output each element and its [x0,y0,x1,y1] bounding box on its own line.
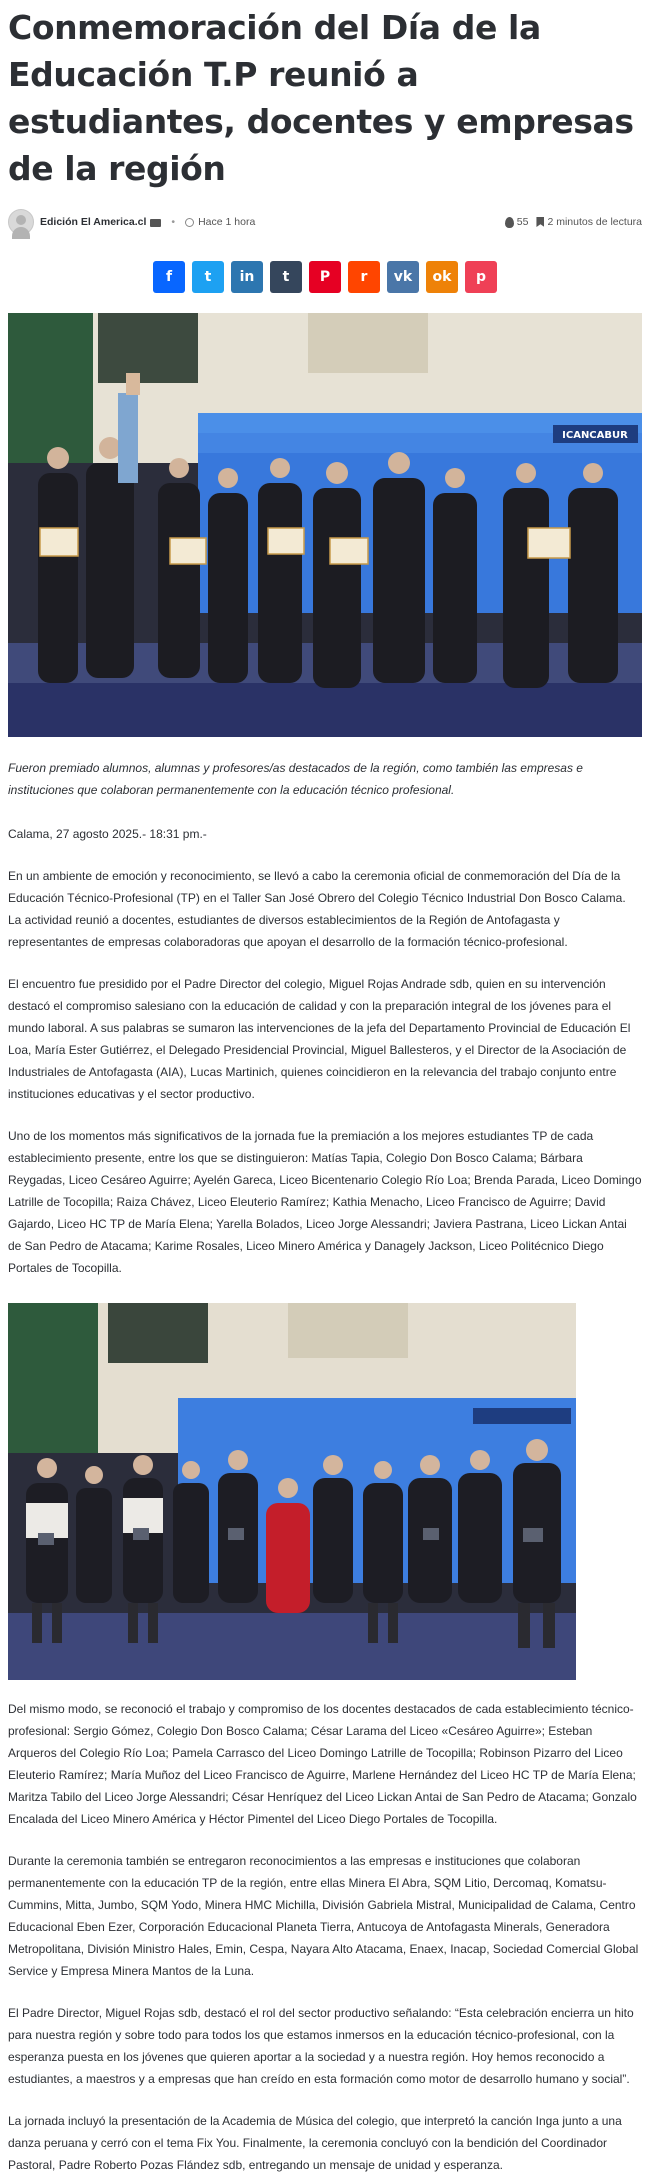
bookmark-icon [536,217,544,227]
photo-banner-text: ICANCABUR [562,430,628,441]
twitter-icon: t [204,269,212,285]
article-paragraph: Del mismo modo, se reconoció el trabajo y compromiso de los docentes destacados de cada establecimiento técnico-profesional: Sergio Gómez, Colegio Don Bosco Calama; César Larama del Liceo «Cesáreo Aguirre»; Esteban Arqueros del Colegio Río Loa; Pamela Carrasco del Liceo Domingo Latrille de Tocopilla; Robinson Pizarro del Liceo Eleuterio Ramírez; María Muñoz del Liceo Francisco de Aguirre, Marlene Hernández del Liceo HC TP de María Elena; Maritza Tabilo del Liceo Jorge Alessandri; César Henríquez del Liceo Lickan Antai de San Pedro de Atacama; Gonzalo Encalada del Liceo Minero América y Héctor Pimentel del Liceo Diego Portales de Tocopilla. [8,1702,637,1826]
facebook-share-button[interactable] [153,261,185,293]
twitter-share-button[interactable] [192,261,224,293]
reddit-share-button[interactable] [348,261,380,293]
publish-time: Hace 1 hora [198,216,256,228]
tumblr-icon: t [282,269,290,285]
vk-share-button[interactable] [387,261,419,293]
share-bar [8,261,642,293]
clock-icon [185,218,194,227]
reddit-icon: r [360,269,368,285]
pinterest-icon: P [319,269,331,285]
article-photo-2 [8,1303,576,1680]
author-name[interactable]: Edición El America.cl [40,216,147,228]
tumblr-share-button[interactable] [270,261,302,293]
pinterest-share-button[interactable] [309,261,341,293]
facebook-icon: f [165,269,173,285]
vk-icon: vk [393,269,413,285]
article-paragraph: En un ambiente de emoción y reconocimiento, se llevó a cabo la ceremonia oficial de conmemoración del Día de la Educación Técnico-Profesional (TP) en el Taller San José Obrero del Colegio Técnico Industrial Don Bosco Calama. La actividad reunió a docentes, estudiantes de diversos establecimientos de la Región de Antofagasta y representantes de empresas colaboradoras que apoyan el desarrollo de la formación técnico-profesional. [8,869,626,949]
article-paragraph: El Padre Director, Miguel Rojas sdb, destacó el rol del sector productivo señalando: “Esta celebración encierra un hito para nuestra región y sobre todo para todos los que estamos inmersos en la educación técnico-profesional, con la esperanza puesta en los jóvenes que quieren aportar a la sociedad y a nuestra región. Hoy hemos reconocido a estudiantes, a maestros y a empresas que han creído en esta formación como motor de desarrollo humano y social”. [8,2006,634,2086]
article-paragraph: El encuentro fue presidido por el Padre Director del colegio, Miguel Rojas Andrade sdb, quien en su intervención destacó el compromiso salesiano con la educación de calidad y con la preparación integral de los jóvenes para el mundo laboral. A sus palabras se sumaron las intervenciones de la jefa del Departamento Provincial de Educación El Loa, María Ester Gutiérrez, el Delegado Presidencial Provincial, Miguel Ballesteros, y el Director de la Asociación de Industriales de Antofagasta (AIA), Lucas Martinich, quienes coincidieron en la relevancia del trabajo conjunto entre instituciones educativas y el sector productivo. [8,977,631,1101]
article-paragraph: Uno de los momentos más significativos de la jornada fue la premiación a los mejores estudiantes TP de cada establecimiento presente, entre los que se distinguieron: Matías Tapia, Colegio Don Bosco Calama; Bárbara Reygadas, Liceo Cesáreo Aguirre; Ayelén Gareca, Liceo Bicentenario Colegio Río Loa; Brenda Parada, Liceo Domingo Latrille de Tocopilla; Raiza Chávez, Liceo Eleuterio Ramírez; Kathia Menacho, Liceo Francisco de Aguirre; David Gajardo, Liceo HC TP de María Elena; Yarella Bolados, Liceo Jorge Alessandri; Javiera Pastrana, Liceo Lickan Antai de San Pedro de Atacama; Karime Rosales, Liceo Minero América y Danagely Jackson, Liceo Politécnico Diego Portales de Tocopilla. [8,1129,642,1275]
meta-separator: • [171,216,176,228]
pocket-share-button[interactable] [465,261,497,293]
mail-icon[interactable] [150,219,161,227]
article-meta [8,207,642,237]
author-avatar[interactable] [8,209,34,235]
article-paragraph: Durante la ceremonia también se entregaron reconocimientos a las empresas e instituciones que colaboran permanentemente con la educación TP de la región, entre ellas Minera El Abra, SQM Litio, Dercomaq, Komatsu-Cummins, Mitta, Jumbo, SQM Yodo, Minera HMC Michilla, División Gabriela Mistral, Municipalidad de Calama, Centro Educacional Eben Ezer, Corporación Educacional Planeta Tierra, Antucoya de Antofagasta Minerals, Generadora Metropolitana, División Ministro Hales, Emin, Cespa, Nayara Alto Atacama, Enaex, Inacap, Sociedad Comercial Global Service y Empresa Minera Mantos de la Luna. [8,1854,639,1978]
pocket-icon: p [475,269,487,285]
article-photo-1 [8,313,642,737]
dateline: Calama, 27 agosto 2025.- 18:31 pm.- [8,827,207,841]
linkedin-icon: in [239,269,255,285]
view-count: 55 [516,216,529,228]
meta-stats [505,216,642,228]
article-title: Conmemoración del Día de la Educación T.P reunió a estudiantes, docentes y empresas de la región [8,8,634,188]
linkedin-share-button[interactable] [231,261,263,293]
odnoklassniki-share-button[interactable] [426,261,458,293]
odnoklassniki-icon: ok [432,269,452,285]
read-time: 2 minutos de lectura [547,216,642,228]
photo-caption: Fueron premiado alumnos, alumnas y profesores/as destacados de la región, como también las empresas e instituciones que colaboran permanentemente con la educación técnico profesional. [8,761,583,797]
flame-icon [505,217,514,228]
article-paragraph: La jornada incluyó la presentación de la Academia de Música del colegio, que interpretó la canción Inga junto a una danza peruana y cerró con el tema Fix You. Finalmente, la ceremonia concluyó con la bendición del Coordinador Pastoral, Padre Roberto Pozas Flández sdb, entregando un mensaje de unidad y esperanza. [8,2114,622,2172]
